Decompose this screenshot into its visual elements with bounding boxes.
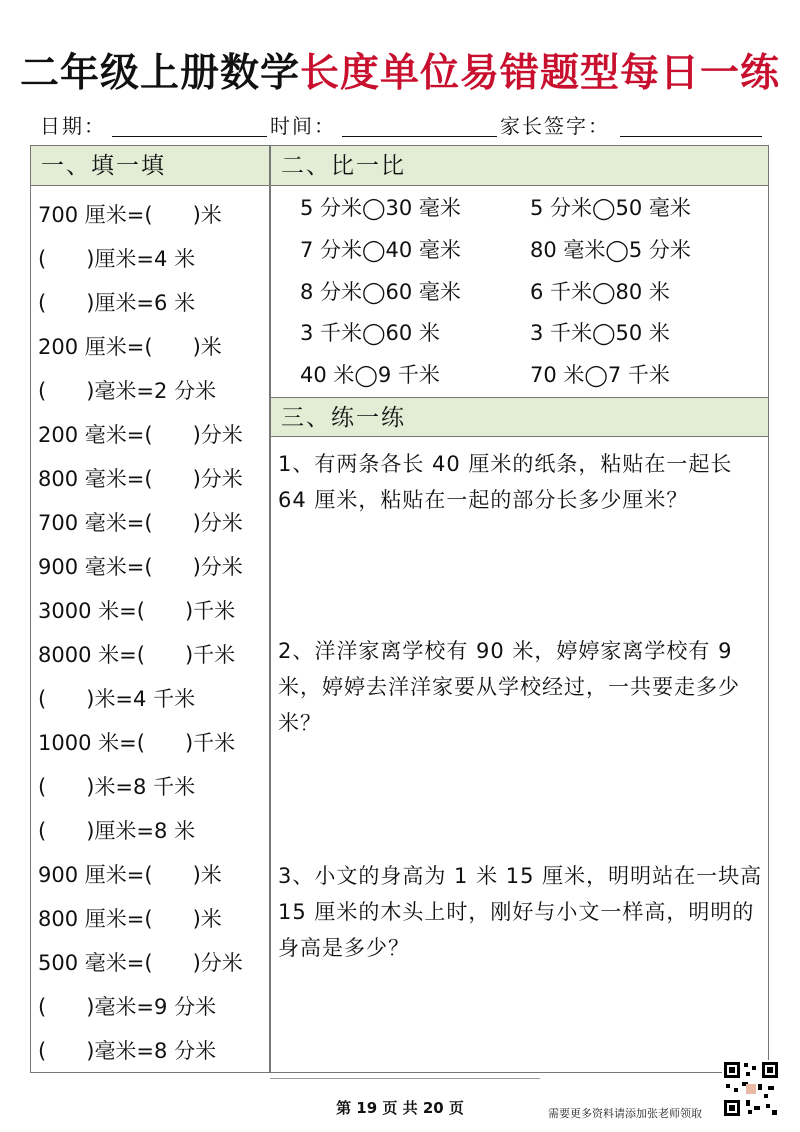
compare-item[interactable]: 7 分米◯40 毫米: [300, 238, 461, 262]
fill-item[interactable]: 700 厘米=( )米: [38, 203, 222, 227]
fill-item[interactable]: 200 毫米=( )分米: [38, 423, 243, 447]
title-grade: 二年级上册数学: [19, 51, 300, 96]
qr-code-icon: [722, 1060, 780, 1118]
compare-item[interactable]: 70 米◯7 千米: [530, 363, 670, 387]
compare-item[interactable]: 3 千米◯50 米: [530, 321, 670, 345]
parent-signature-field[interactable]: [620, 136, 762, 137]
fill-item[interactable]: 700 毫米=( )分米: [38, 511, 243, 535]
compare-item[interactable]: 80 毫米◯5 分米: [530, 238, 691, 262]
page-number: 第 19 页 共 20 页: [336, 1099, 464, 1117]
time-field[interactable]: [342, 136, 497, 137]
section-fill-heading: 一、填一填: [31, 146, 269, 186]
section-practice-heading: 三、练一练: [271, 397, 768, 437]
page-title: [0, 42, 800, 98]
fill-item[interactable]: 800 厘米=( )米: [38, 907, 222, 931]
fill-item[interactable]: 800 毫米=( )分米: [38, 467, 243, 491]
fill-item[interactable]: 500 毫米=( )分米: [38, 951, 243, 975]
fill-item[interactable]: ( )米=8 千米: [38, 775, 196, 799]
fill-item[interactable]: 900 厘米=( )米: [38, 863, 222, 887]
title-topic: 长度单位易错题型每日一练: [300, 51, 781, 96]
fill-item[interactable]: ( )毫米=9 分米: [38, 995, 217, 1019]
parent-signature-label: 家长签字：: [500, 114, 610, 138]
footer-rule: [270, 1078, 540, 1079]
fill-item[interactable]: ( )厘米=4 米: [38, 247, 196, 271]
fill-item[interactable]: ( )毫米=8 分米: [38, 1039, 217, 1063]
compare-item[interactable]: 5 分米◯50 毫米: [530, 196, 691, 220]
fill-item[interactable]: 200 厘米=( )米: [38, 335, 222, 359]
compare-item[interactable]: 8 分米◯60 毫米: [300, 280, 461, 304]
date-field[interactable]: [112, 136, 267, 137]
practice-problem-2: 2、洋洋家离学校有 90 米，婷婷家离学校有 9 米，婷婷去洋洋家要从学校经过，一共要走多少米？: [278, 639, 740, 735]
fill-item[interactable]: 3000 米=( )千米: [38, 599, 236, 623]
compare-item[interactable]: 3 千米◯60 米: [300, 321, 440, 345]
date-label: 日期：: [40, 114, 106, 138]
compare-item[interactable]: 40 米◯9 千米: [300, 363, 440, 387]
column-divider: [269, 145, 271, 1073]
fill-item[interactable]: 8000 米=( )千米: [38, 643, 236, 667]
fill-item[interactable]: ( )米=4 千米: [38, 687, 196, 711]
fill-item[interactable]: 1000 米=( )千米: [38, 731, 236, 755]
practice-problem-1: 1、有两条各长 40 厘米的纸条，粘贴在一起长 64 厘米，粘贴在一起的部分长多少厘米？: [278, 452, 733, 512]
fill-item[interactable]: 900 毫米=( )分米: [38, 555, 243, 579]
fill-item[interactable]: ( )毫米=2 分米: [38, 379, 217, 403]
fill-item[interactable]: ( )厘米=6 米: [38, 291, 196, 315]
time-label: 时间：: [270, 114, 336, 138]
section-compare-heading: 二、比一比: [271, 146, 768, 186]
info-row: [40, 110, 765, 140]
fill-item[interactable]: ( )厘米=8 米: [38, 819, 196, 843]
compare-item[interactable]: 5 分米◯30 毫米: [300, 196, 461, 220]
practice-problem-3: 3、小文的身高为 1 米 15 厘米，明明站在一块高 15 厘米的木头上时，刚好与小文一样高，明明的身高是多少？: [278, 864, 763, 960]
footer-note: 需要更多资料请添加张老师领取: [548, 1107, 702, 1120]
compare-item[interactable]: 6 千米◯80 米: [530, 280, 670, 304]
